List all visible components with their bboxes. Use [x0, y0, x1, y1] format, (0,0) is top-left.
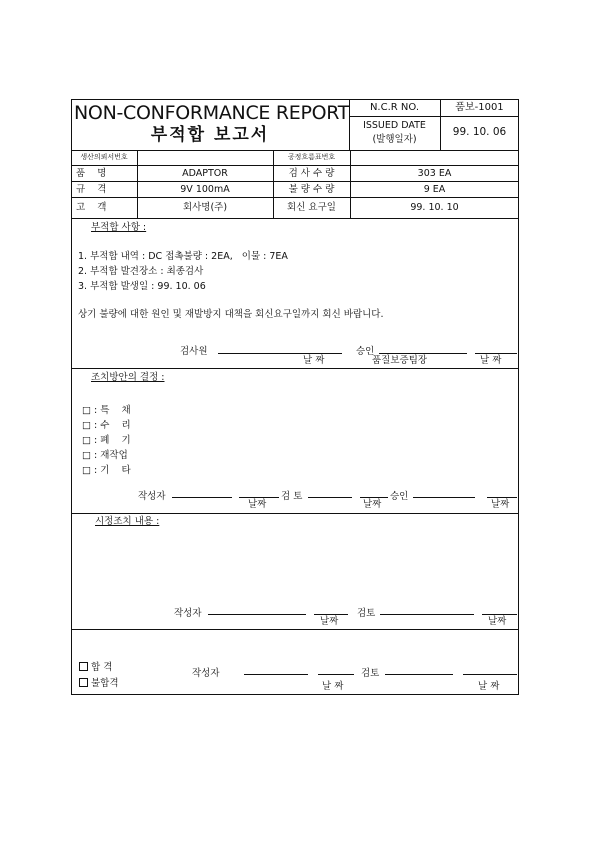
action-review-label: 검 토 [281, 491, 303, 502]
section-divider [71, 513, 519, 514]
action-writer-label: 작성자 [138, 491, 166, 502]
corrective-writer-label: 작성자 [174, 608, 202, 619]
action-approve-line [413, 497, 475, 498]
ncr-label: N.C.R NO. [369, 102, 420, 113]
table-line [71, 150, 519, 151]
inspector-date-label: 날 짜 [303, 355, 325, 366]
flow-no-label: 공정흐름표번호 [287, 153, 336, 161]
inspector-label: 검사원 [180, 346, 208, 357]
issued-value: 99. 10. 06 [452, 126, 507, 138]
action-approve-date-line [487, 497, 517, 498]
final-writer-label: 작성자 [192, 668, 220, 679]
defect-qty-value: 9 EA [423, 184, 446, 195]
corrective-review-label: 검토 [357, 608, 376, 619]
corrective-review-line [380, 614, 474, 615]
inspect-qty-value: 303 EA [417, 168, 452, 179]
action-review-date-line [360, 497, 388, 498]
action-approve-label: 승인 [390, 491, 409, 502]
option-repair: □ : 수 리 [82, 420, 131, 431]
issued-label-ko: (발행일자) [372, 134, 417, 145]
final-review-line [385, 674, 453, 675]
corrective-writer-line [208, 614, 306, 615]
approve-date-line [475, 353, 517, 354]
table-line [71, 218, 519, 219]
action-review-date-label: 날짜 [363, 499, 382, 510]
corrective-review-date-label: 날짜 [488, 616, 507, 627]
result-fail [79, 678, 119, 689]
option-scrap: □ : 폐 기 [82, 435, 131, 446]
inspector-date-line [292, 353, 342, 354]
action-writer-date-label: 날짜 [248, 499, 267, 510]
action-writer-line [172, 497, 232, 498]
section-corrective-heading: 시정조치 내용 : [95, 516, 160, 527]
pass-checkbox-icon [79, 662, 88, 671]
reply-due-label: 회신 요구일 [287, 202, 336, 213]
final-writer-date-line [318, 674, 354, 675]
option-other: □ : 기 타 [82, 465, 131, 476]
section-action-heading: 조치방안의 결정 : [91, 372, 165, 383]
inspect-qty-label: 검 사 수 량 [288, 168, 335, 179]
reply-due-value: 99. 10. 10 [410, 202, 459, 213]
action-review-line [308, 497, 352, 498]
action-writer-date-line [239, 497, 279, 498]
inspector-signature-line [218, 353, 292, 354]
corrective-writer-date-label: 날짜 [320, 616, 339, 627]
customer-value: 회사명(주) [182, 202, 228, 213]
qa-manager-label: 품질보증팀장 [372, 355, 428, 366]
pass-label: 합 격 [91, 662, 113, 673]
action-approve-date-label: 날짜 [491, 499, 510, 510]
reply-request-note: 상기 불량에 대한 원인 및 재발방지 대책을 회신요구일까지 회신 바랍니다. [78, 309, 384, 320]
final-review-label: 검토 [361, 668, 380, 679]
defect-qty-label: 불 량 수 량 [288, 184, 335, 195]
nc-detail-line: 1. 부적합 내역 : DC 접촉불량 : 2EA, 이물 : 7EA [78, 251, 288, 262]
option-concession: □ : 특 채 [82, 405, 131, 416]
approve-signature-line [379, 353, 467, 354]
customer-label: 고 객 [76, 202, 107, 213]
result-pass [79, 662, 112, 673]
title-ko: 부적합 보고서 [150, 125, 270, 145]
table-line [71, 197, 519, 198]
table-line [71, 165, 519, 166]
nc-date-line: 3. 부적합 발생일 : 99. 10. 06 [78, 281, 206, 292]
final-review-date-line [463, 674, 517, 675]
table-line [71, 181, 519, 182]
nc-location-line: 2. 부적합 발견장소 : 최종검사 [78, 266, 204, 277]
fail-checkbox-icon [79, 678, 88, 687]
final-writer-line [244, 674, 308, 675]
section-nonconformity-heading: 부적합 사항 : [91, 222, 147, 233]
section-divider [71, 368, 519, 369]
final-review-date-label: 날 짜 [478, 681, 500, 692]
product-name-value: ADAPTOR [182, 168, 228, 179]
corrective-writer-date-line [314, 614, 348, 615]
title-en: NON-CONFORMANCE REPORT [74, 102, 350, 124]
product-name-label: 품 명 [76, 168, 107, 179]
approve-label: 승인 [356, 346, 375, 357]
option-rework: □ : 재작업 [82, 450, 128, 461]
ncr-value: 품보-1001 [455, 102, 504, 113]
fail-label: 불합격 [91, 678, 119, 689]
order-no-label: 생산의뢰서번호 [80, 153, 128, 161]
spec-label: 규 격 [76, 184, 107, 195]
corrective-review-date-line [482, 614, 517, 615]
approve-date-label: 날 짜 [480, 355, 502, 366]
section-divider [71, 629, 519, 630]
issued-label: ISSUED DATE [363, 120, 426, 131]
header-line [349, 116, 519, 117]
final-writer-date-label: 날 짜 [322, 681, 344, 692]
spec-value: 9V 100mA [180, 184, 230, 195]
